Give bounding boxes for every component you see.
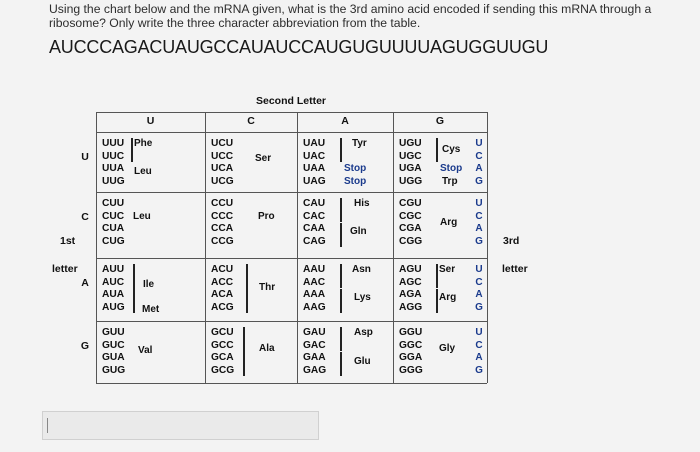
codon-cug: CUG [102, 235, 125, 247]
grid-vline [205, 112, 206, 383]
codon-ccc: CCC [211, 210, 234, 222]
codon-acg: ACG [211, 301, 234, 313]
divider-bracket [436, 264, 438, 288]
divider-bracket [340, 223, 342, 247]
amino-acid-arg: Arg [439, 291, 457, 303]
codon-cgg: CGG [399, 235, 423, 247]
third-letter-u: U [475, 138, 483, 149]
grid-vline [297, 112, 298, 383]
codon-agu: AGU [399, 264, 422, 275]
third-letter-a: A [475, 289, 483, 300]
codon-acu: ACU [211, 264, 234, 275]
amino-acid-asp: Asp [354, 327, 373, 338]
codon-uuu: UUU [102, 138, 125, 149]
amino-acid-leu: Leu [133, 210, 151, 222]
third-letter-g: G [475, 301, 483, 313]
codon-cua: CUA [102, 223, 125, 234]
grid-hline [96, 321, 487, 322]
text-cursor [47, 418, 48, 433]
codon-aau: AAU [303, 264, 326, 275]
grid-hline [96, 258, 487, 259]
third-letter-label-bottom: letter [502, 263, 528, 275]
codon-ggc: GGC [399, 339, 423, 351]
codon-guu: GUU [102, 327, 125, 338]
codon-gug: GUG [102, 364, 126, 376]
codon-aag: AAG [303, 301, 326, 313]
third-letter-c: C [475, 276, 483, 288]
codon-gag: GAG [303, 364, 327, 376]
question-text [49, 2, 651, 30]
codon-ugc: UGC [399, 150, 422, 162]
divider-bracket [340, 198, 342, 222]
grid-hline [96, 132, 487, 133]
divider-bracket [436, 138, 438, 162]
codon-gcu: GCU [211, 327, 234, 338]
codon-uag: UAG [303, 175, 326, 187]
amino-acid-asn: Asn [352, 264, 371, 275]
amino-acid-trp: Trp [442, 175, 458, 187]
codon-ccu: CCU [211, 198, 234, 209]
third-letter-c: C [475, 150, 483, 162]
amino-acid-ser: Ser [439, 264, 456, 275]
codon-uua: UUA [102, 163, 125, 174]
first-letter-u: U [81, 150, 89, 163]
amino-acid-gln: Gln [350, 225, 367, 237]
codon-uac: UAC [303, 150, 326, 162]
codon-uga: UGA [399, 163, 422, 174]
third-letter-a: A [475, 352, 483, 363]
third-letter-g: G [475, 175, 483, 187]
first-letter-c: C [81, 210, 89, 223]
amino-acid-lys: Lys [354, 291, 371, 303]
amino-acid-stop: Stop [344, 175, 367, 187]
question-line-1: Using the chart below and the mRNA given, what is the 3rd amino acid encoded if sending this mRNA through a [49, 2, 652, 16]
divider-bracket [340, 327, 342, 351]
codon-gua: GUA [102, 352, 125, 363]
codon-auu: AUU [102, 264, 125, 275]
codon-ucg: UCG [211, 175, 234, 187]
first-letter-a: A [81, 276, 89, 289]
codon-uca: UCA [211, 163, 234, 174]
third-letter-label-top: 3rd [503, 235, 520, 247]
grid-hline [96, 192, 487, 193]
codon-aga: AGA [399, 289, 422, 300]
divider-bracket [340, 138, 342, 162]
codon-uaa: UAA [303, 163, 326, 174]
third-letter-u: U [475, 327, 483, 338]
answer-input[interactable] [42, 411, 319, 440]
codon-cuu: CUU [102, 198, 125, 209]
codon-uug: UUG [102, 175, 125, 187]
divider-bracket [340, 264, 342, 288]
divider-bracket [340, 352, 342, 376]
divider-bracket [246, 264, 248, 313]
codon-gcc: GCC [211, 339, 234, 351]
mrna-sequence: AUCCCAGACUAUGCCAUAUCCAUGUGUUUUAGUGGUUGU [49, 37, 549, 57]
codon-cag: CAG [303, 235, 326, 247]
amino-acid-phe: Phe [134, 138, 153, 149]
amino-acid-stop: Stop [344, 163, 367, 174]
codon-cca: CCA [211, 223, 234, 234]
codon-acc: ACC [211, 276, 234, 288]
codon-ugg: UGG [399, 175, 423, 187]
codon-gac: GAC [303, 339, 326, 351]
question-line-2: ribosome? Only write the three character abbreviation from the table. [49, 16, 421, 30]
divider-bracket [340, 289, 342, 313]
grid-vline [487, 112, 488, 383]
codon-uau: UAU [303, 138, 326, 149]
codon-cau: CAU [303, 198, 326, 209]
codon-ugu: UGU [399, 138, 422, 149]
first-letter-g: G [80, 339, 90, 352]
codon-aac: AAC [303, 276, 326, 288]
amino-acid-his: His [354, 198, 370, 209]
divider-bracket [243, 327, 245, 376]
third-letter-c: C [475, 210, 483, 222]
codon-ccg: CCG [211, 235, 234, 247]
amino-acid-val: Val [138, 344, 153, 356]
amino-acid-thr: Thr [259, 281, 276, 293]
codon-cga: CGA [399, 223, 422, 234]
divider-bracket [133, 264, 135, 313]
amino-acid-pro: Pro [258, 210, 275, 222]
third-letter-a: A [475, 163, 483, 174]
codon-caa: CAA [303, 223, 326, 234]
grid-hline [96, 383, 487, 384]
amino-acid-glu: Glu [354, 355, 371, 367]
codon-aca: ACA [211, 289, 234, 300]
codon-gau: GAU [303, 327, 326, 338]
third-letter-g: G [475, 364, 483, 376]
first-letter-label-bottom: letter [52, 263, 78, 275]
codon-auc: AUC [102, 276, 125, 288]
grid-hline [96, 112, 487, 113]
codon-cgc: CGC [399, 210, 422, 222]
third-letter-c: C [475, 339, 483, 351]
col-header-u: U [146, 115, 155, 127]
codon-gaa: GAA [303, 352, 326, 363]
amino-acid-ile: Ile [143, 279, 155, 290]
codon-cgu: CGU [399, 198, 422, 209]
third-letter-a: A [475, 223, 483, 234]
codon-uuc: UUC [102, 150, 125, 162]
codon-agg: AGG [399, 301, 423, 313]
codon-ucc: UCC [211, 150, 234, 162]
codon-agc: AGC [399, 276, 422, 288]
grid-vline [393, 112, 394, 383]
codon-aaa: AAA [303, 289, 326, 300]
codon-ggu: GGU [399, 327, 423, 338]
codon-aug: AUG [102, 301, 125, 313]
divider-bracket [436, 289, 438, 313]
first-letter-label-top: 1st [60, 235, 76, 247]
amino-acid-arg: Arg [440, 216, 458, 228]
codon-cac: CAC [303, 210, 326, 222]
amino-acid-leu: Leu [134, 165, 152, 177]
third-letter-u: U [475, 198, 483, 209]
codon-guc: GUC [102, 339, 125, 351]
divider-bracket [131, 138, 133, 162]
col-header-g: G [435, 115, 445, 127]
third-letter-u: U [475, 264, 483, 275]
amino-acid-met: Met [142, 304, 160, 315]
amino-acid-ala: Ala [259, 343, 275, 355]
third-letter-g: G [475, 235, 483, 247]
codon-gcg: GCG [211, 364, 235, 376]
codon-aua: AUA [102, 289, 125, 300]
codon-gga: GGA [399, 352, 423, 363]
codon-ggg: GGG [399, 364, 423, 376]
col-header-c: C [247, 115, 255, 127]
grid-vline [96, 112, 97, 383]
amino-acid-stop: Stop [440, 163, 463, 174]
amino-acid-ser: Ser [255, 153, 272, 164]
codon-ucu: UCU [211, 138, 234, 149]
codon-cuc: CUC [102, 210, 125, 222]
second-letter-label: Second Letter [256, 95, 327, 107]
amino-acid-gly: Gly [439, 343, 456, 355]
amino-acid-tyr: Tyr [352, 138, 367, 149]
codon-gca: GCA [211, 352, 234, 363]
col-header-a: A [341, 115, 349, 127]
amino-acid-cys: Cys [442, 144, 461, 156]
